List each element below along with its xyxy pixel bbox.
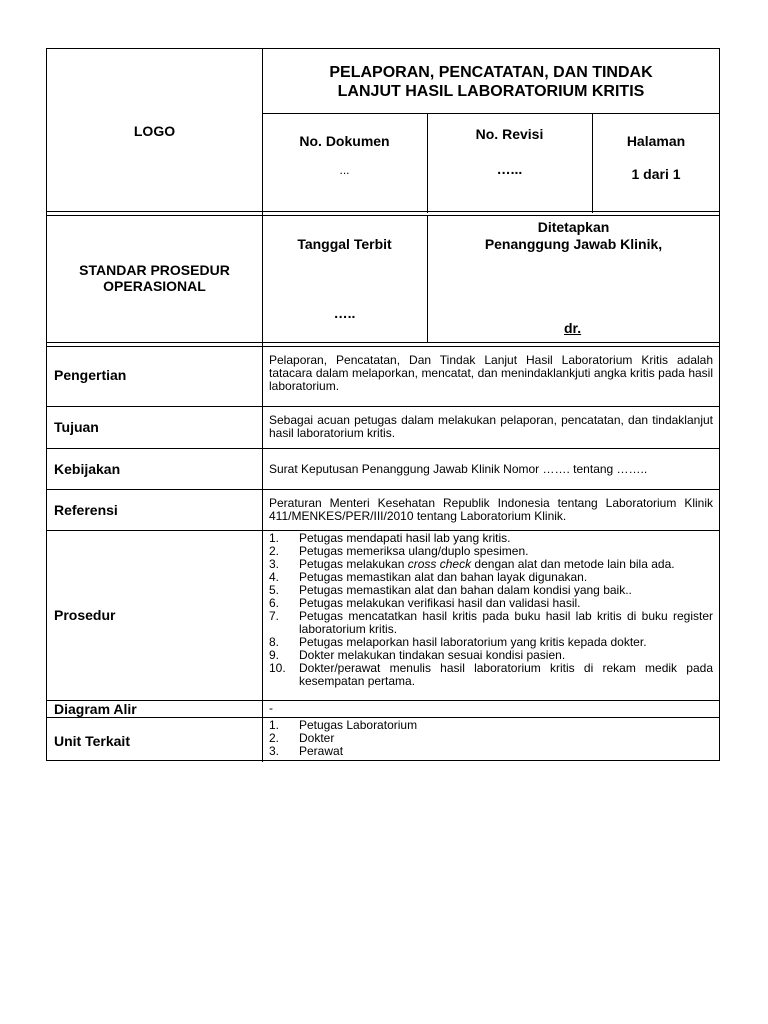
prosedur-label: Prosedur [54, 607, 116, 623]
unit-terkait-item-number: 1. [269, 718, 280, 732]
prosedur-step-item-number: 4. [269, 570, 280, 584]
prosedur-step-item-text: Petugas melaporkan hasil laboratorium yang kritis kepada dokter. [299, 635, 647, 649]
prosedur-step-item-text: Dokter/perawat menulis hasil laboratorium kritis di rekam medik pada kesempatan pertama. [299, 661, 713, 688]
prosedur-step-item-text: Petugas melakukan verifikasi hasil dan validasi hasil. [299, 596, 581, 610]
referensi-text: Peraturan Menteri Kesehatan Republik Indonesia tentang Laboratorium Klinik 411/MENKES/PER/III/2010 tentang Laboratorium Klinik. [269, 496, 713, 523]
ditetapkan-line-2: Penanggung Jawab Klinik, [484, 236, 663, 252]
prosedur-step-item-text: Petugas melakukan cross check dengan alat dan metode lain bila ada. [299, 557, 675, 571]
prosedur-step-item-number: 9. [269, 648, 280, 662]
tujuan-text: Sebagai acuan petugas dalam melakukan pelaporan, pencatatan, dan tindaklanjut hasil laboratorium kritis. [269, 413, 713, 440]
prosedur-step-item-text: Petugas memeriksa ulang/duplo spesimen. [299, 544, 529, 558]
signer-name: dr. [564, 320, 582, 336]
unit-terkait-label: Unit Terkait [54, 733, 130, 749]
unit-terkait-item-text: Dokter [299, 731, 335, 745]
prosedur-list [269, 532, 713, 688]
prosedur-step-item-text: Petugas memastikan alat dan bahan dalam kondisi yang baik.. [299, 583, 632, 597]
no-revisi-value: …... [496, 161, 523, 177]
ditetapkan-line-1: Ditetapkan [537, 219, 610, 235]
prosedur-step-item-number: 1. [269, 531, 280, 545]
unit-terkait-item-text: Petugas Laboratorium [299, 718, 418, 732]
unit-terkait-item [269, 719, 713, 732]
sop-document-table [46, 48, 720, 761]
unit-terkait-item-number: 3. [269, 744, 280, 758]
prosedur-step-item-text: Dokter melakukan tindakan sesuai kondisi pasien. [299, 648, 566, 662]
prosedur-step-item-number: 3. [269, 557, 280, 571]
unit-terkait-item [269, 745, 713, 758]
no-dokumen-label: No. Dokumen [299, 133, 390, 149]
prosedur-step-item [269, 662, 713, 688]
kebijakan-text: Surat Keputusan Penanggung Jawab Klinik Nomor ……. tentang …….. [269, 462, 648, 476]
prosedur-step-item-text: Petugas mendapati hasil lab yang kritis. [299, 531, 511, 545]
prosedur-step-item-number: 8. [269, 635, 280, 649]
tanggal-terbit-value: ….. [333, 305, 356, 321]
prosedur-step-item-number: 6. [269, 596, 280, 610]
referensi-label: Referensi [54, 502, 118, 518]
kebijakan-label: Kebijakan [54, 461, 121, 477]
unit-terkait-item-number: 2. [269, 731, 280, 745]
prosedur-step-item-number: 10. [269, 661, 286, 675]
tanggal-terbit-label: Tanggal Terbit [297, 236, 392, 252]
logo-placeholder: LOGO [133, 123, 176, 139]
unit-terkait-list [269, 719, 713, 758]
title-line-2: LANJUT HASIL LABORATORIUM KRITIS [337, 83, 645, 100]
title-line-1: PELAPORAN, PENCATATAN, DAN TINDAK [329, 64, 653, 81]
document-title [262, 63, 720, 101]
no-revisi-label: No. Revisi [475, 126, 544, 142]
pengertian-text: Pelaporan, Pencatatan, Dan Tindak Lanjut Hasil Laboratorium Kritis adalah tatacara dalam melaporkan, mencatat, dan menindaklankjuti angka kritis pada hasil laboratorium. [269, 353, 713, 393]
ditetapkan-label [427, 219, 720, 253]
diagram-alir-text: - [269, 701, 273, 715]
prosedur-step-item-text: Petugas mencatatkan hasil kritis pada buku hasil lab kritis di buku register laboratorium kritis. [299, 609, 713, 636]
tujuan-label: Tujuan [54, 419, 99, 435]
pengertian-label: Pengertian [54, 367, 127, 383]
prosedur-step-item-number: 2. [269, 544, 280, 558]
sop-label-line-2: OPERASIONAL [103, 278, 206, 294]
unit-terkait-item-text: Perawat [299, 744, 344, 758]
no-dokumen-value: ... [339, 163, 350, 177]
prosedur-step-item-number: 5. [269, 583, 280, 597]
sop-label [47, 262, 262, 294]
prosedur-step-item-number: 7. [269, 609, 280, 623]
prosedur-step-item [269, 610, 713, 636]
halaman-value: 1 dari 1 [631, 166, 681, 182]
prosedur-step-item-text: Petugas memastikan alat dan bahan layak digunakan. [299, 570, 588, 584]
sop-label-line-1: STANDAR PROSEDUR [79, 262, 230, 278]
diagram-alir-label: Diagram Alir [54, 701, 137, 717]
halaman-label: Halaman [626, 133, 686, 149]
